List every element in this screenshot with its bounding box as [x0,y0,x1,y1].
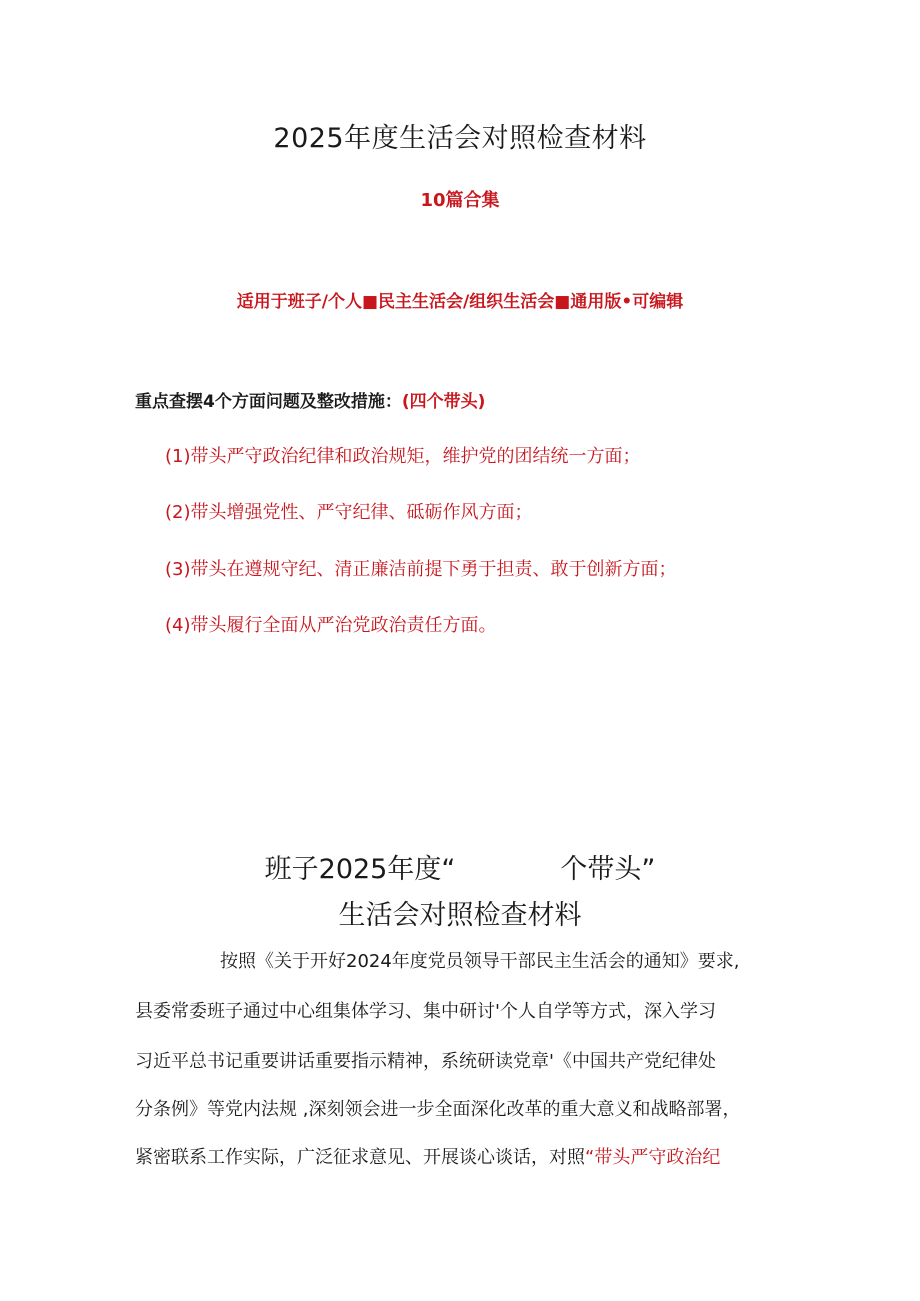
article-title-line-1 [0,847,920,886]
paragraph-line-highlight: “带头严守政治纪 [585,1147,721,1168]
article-title-left: 班子2025年度“ [264,854,456,885]
article-title-right: 个带头” [560,854,656,885]
paragraph-line [135,1143,720,1169]
paragraph-line: 习近平总书记重要讲话重要指示精神，系统研读党章'《中国共产党纪律处 [135,1051,716,1072]
focus-item: (2)带头增强党性、严守纪律、砥砺作风方面； [165,502,533,523]
focus-item: (1)带头严守政治纪律和政治规矩，维护党的团结统一方面； [165,446,641,467]
paragraph-line-text: 紧密联系工作实际，广泛征求意见、开展谈心谈话，对照 [135,1147,585,1168]
cover-title: 2025年度生活会对照检查材料 [273,123,647,154]
paragraph-line: 按照《关于开好2024年度党员领导干部民主生活会的通知》要求, [220,951,740,972]
focus-heading [135,387,485,412]
article-title-line-2: 生活会对照检查材料 [338,900,582,931]
focus-item: (3)带头在遵规守纪、清正廉洁前提下勇于担责、敢于创新方面； [165,559,677,580]
focus-heading-highlight: (四个带头) [401,392,486,412]
paragraph-line: 县委常委班子通过中心组集体学习、集中研讨'个人自学等方式，深入学习 [135,1001,716,1022]
focus-item: (4)带头履行全面从严治党政治责任方面。 [165,615,497,636]
paragraph-line: 分条例》等党内法规 ,深刻领会进一步全面深化改革的重大意义和战略部署， [135,1099,741,1120]
focus-heading-text: 重点查摆4个方面问题及整改措施： [135,392,402,412]
cover-subtitle: 10篇合集 [420,190,500,211]
cover-scope-line: 适用于班子/个人■民主生活会/组织生活会■通用版•可编辑 [236,292,684,312]
